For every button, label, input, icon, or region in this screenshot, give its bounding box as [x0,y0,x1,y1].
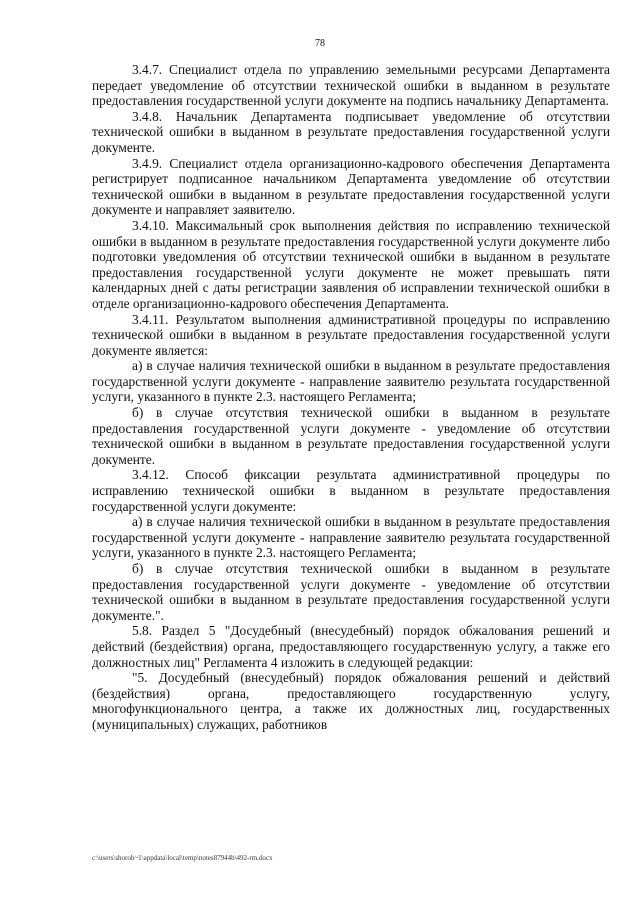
document-body [92,62,610,733]
paragraph-3-4-7: 3.4.7. Специалист отдела по управлению земельными ресурсами Департамента передает уведомление об отсутствии технической ошибки в выданном в результате предоставления государственной услуги документе на подпись начальнику Департамента. [92,62,610,109]
paragraph-3-4-11-a: а) в случае наличия технической ошибки в выданном в результате предоставления государственной услуги документе - направление заявителю результата государственной услуги, указанного в пункте 2.3. настоящего Регламента; [92,358,610,405]
paragraph-3-4-10: 3.4.10. Максимальный срок выполнения действия по исправлению технической ошибки в выданном в результате предоставления государственной услуги документе либо подготовки уведомления об отсутствии технической ошибки в выданном в результате предоставления государственной услуги документе не может превышать пяти календарных дней с даты регистрации заявления об исправлении технической ошибки в отделе организационно-кадрового обеспечения Департамента. [92,217,610,311]
paragraph-5-8: 5.8. Раздел 5 "Досудебный (внесудебный) порядок обжалования решений и действий (бездействия) органа, предоставляющего государственную услугу, а также его должностных лиц" Регламента 4 изложить в следующей редакции: [92,623,610,670]
paragraph-3-4-9: 3.4.9. Специалист отдела организационно-кадрового обеспечения Департамента регистрирует подписанное начальником Департамента уведомление об отсутствии технической ошибки в выданном в результате предоставления государственной услуги документе и направляет заявителю. [92,155,610,218]
paragraph-3-4-8: 3.4.8. Начальник Департамента подписывает уведомление об отсутствии технической ошибки в выданном в результате предоставления государственной услуги документе. [92,108,610,155]
paragraph-3-4-12-b: б) в случае отсутствия технической ошибки в выданном в результате предоставления государственной услуги документе - уведомление об отсутствии технической ошибки в выданном в результате предоставления государственной услуги документе.". [92,561,610,623]
paragraph-3-4-11: 3.4.11. Результатом выполнения административной процедуры по исправлению технической ошибки в выданном в результате предоставления государственной услуги документе является: [92,311,610,358]
paragraph-section-5-title: "5. Досудебный (внесудебный) порядок обжалования решений и действий (бездействия) органа, предоставляющего государственную услугу, многофункционального центра, а также их должностных лиц, государственных (муниципальных) служащих, работников [92,670,610,732]
paragraph-3-4-12: 3.4.12. Способ фиксации результата административной процедуры по исправлению технической ошибки в выданном в результате предоставления государственной услуги документе: [92,467,610,514]
footer-file-path: c:\users\shoroh~1\appdata\local\temp\notes87944b\492-rm.docx [92,854,273,862]
page-number: 78 [315,38,325,49]
paragraph-3-4-11-b: б) в случае отсутствия технической ошибки в выданном в результате предоставления государственной услуги документе - уведомление об отсутствии технической ошибки в выданном в результате предоставления государственной услуги документе. [92,405,610,467]
paragraph-3-4-12-a: а) в случае наличия технической ошибки в выданном в результате предоставления государственной услуги документе - направление заявителю результата государственной услуги, указанного в пункте 2.3. настоящего Регламента; [92,514,610,561]
